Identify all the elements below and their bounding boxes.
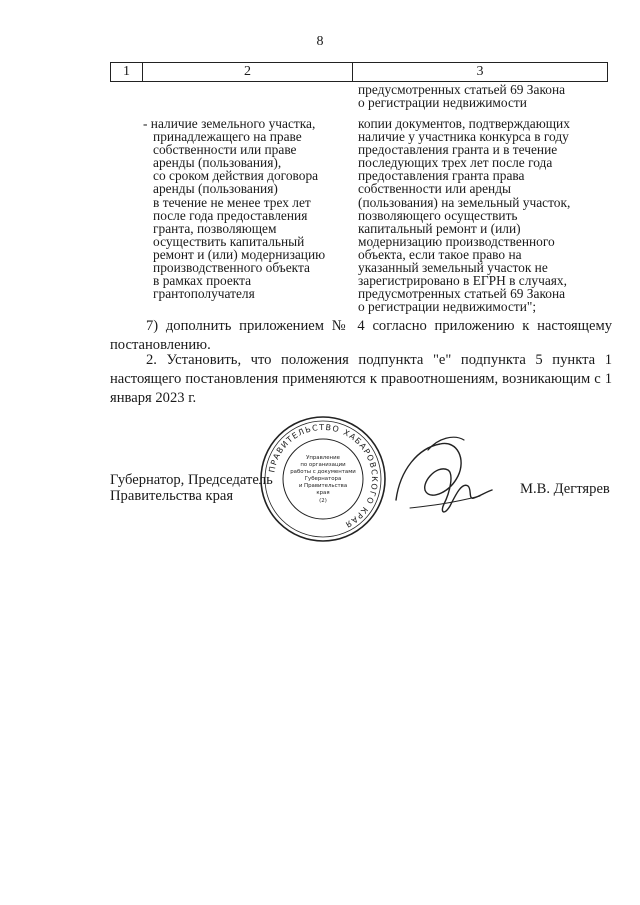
svg-text:края: края	[316, 490, 330, 496]
column-2-header: 2	[143, 63, 353, 81]
official-seal	[258, 414, 388, 544]
handwritten-signature	[388, 430, 498, 525]
table-cell-requirement: - наличие земельного участка, принадлежащего на праве собственности или праве аренды (пользования), со сроком действия договора аренды (пользования) в течение не менее трех лет после года предоставления гранта, позволяющем осуществить капитальный ремонт и (или) модернизацию производственного объекта в рамках проекта грантополучателя	[143, 116, 326, 302]
signatory-title: Губернатор, Председатель Правительства края	[110, 472, 273, 504]
svg-text:работы с документами: работы с документами	[290, 469, 356, 475]
svg-text:Губернатора: Губернатора	[304, 476, 342, 482]
paragraph-2: 2. Установить, что положения подпункта "е" подпункта 5 пункта 1 настоящего постановления применяются к правоотношениям, возникающим с 1 января 2023 г.	[110, 352, 612, 406]
column-1-header: 1	[111, 63, 143, 81]
svg-text:ПРАВИТЕЛЬСТВО ХАБАРОВСКОГО КРА: ПРАВИТЕЛЬСТВО ХАБАРОВСКОГО КРАЯ	[267, 422, 380, 530]
table-cell-documents: копии документов, подтверждающих наличие у участника конкурса в году предоставления гранта и в течение последующих трех лет после года предоставления гранта права собственности или аренды (пользования) на земельный участок, позволяющего осуществить капитальный ремонт и (или) модернизацию производственного объекта, если такое право на указанный земельный участок не зарегистрировано в ЕГРН в случаях, предусмотренных статьей 69 Закона о регистрации недвижимости";	[358, 116, 571, 315]
svg-text:и Правительства: и Правительства	[298, 483, 348, 489]
svg-text:по организации: по организации	[300, 462, 346, 468]
page-number: 8	[316, 34, 324, 49]
svg-text:Управление: Управление	[306, 455, 340, 461]
svg-text:(2): (2)	[319, 498, 327, 504]
table-header-row	[110, 62, 608, 82]
column-3-header: 3	[476, 64, 484, 79]
table-continued-cell: предусмотренных статьей 69 Закона о регистрации недвижимости	[358, 82, 566, 111]
paragraph-7: 7) дополнить приложением № 4 согласно приложению к настоящему постановлению.	[110, 318, 612, 353]
signatory-name: М.В. Дегтярев	[520, 481, 610, 497]
